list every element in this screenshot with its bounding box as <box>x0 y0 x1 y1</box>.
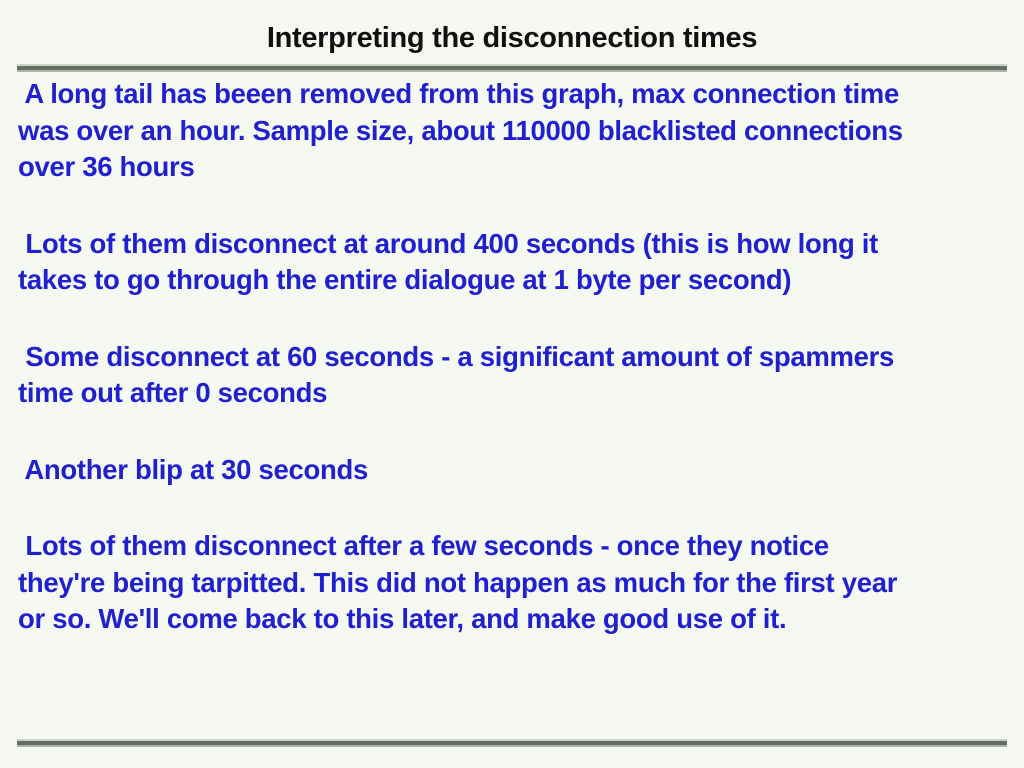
paragraph <box>18 339 1010 412</box>
paragraph <box>18 528 1010 638</box>
paragraph <box>18 76 1010 186</box>
paragraph <box>18 226 1010 299</box>
text-line: Some disconnect at 60 seconds - a significant amount of spammers <box>18 340 895 372</box>
text-line: Lots of them disconnect after a few seconds - once they notice <box>18 530 829 561</box>
text-line: or so. We'll come back to this later, and make good use of it. <box>18 603 787 634</box>
slide-body <box>18 76 1010 638</box>
text-line: was over an hour. Sample size, about 110000 blacklisted connections <box>18 114 903 146</box>
title-separator-rule <box>17 64 1007 72</box>
paragraph <box>18 452 1010 489</box>
text-line: they're being tarpitted. This did not happen as much for the first year <box>18 566 898 598</box>
text-line: A long tail has beeen removed from this graph, max connection time <box>18 78 899 109</box>
text-line: over 36 hours <box>18 151 195 182</box>
text-line: Another blip at 30 seconds <box>18 453 368 485</box>
text-line: time out after 0 seconds <box>18 377 328 408</box>
text-line: Lots of them disconnect at around 400 seconds (this is how long it <box>18 227 878 259</box>
slide-title: Interpreting the disconnection times <box>266 22 758 54</box>
footer-separator-rule <box>17 739 1007 747</box>
text-line: takes to go through the entire dialogue at 1 byte per second) <box>18 264 792 295</box>
